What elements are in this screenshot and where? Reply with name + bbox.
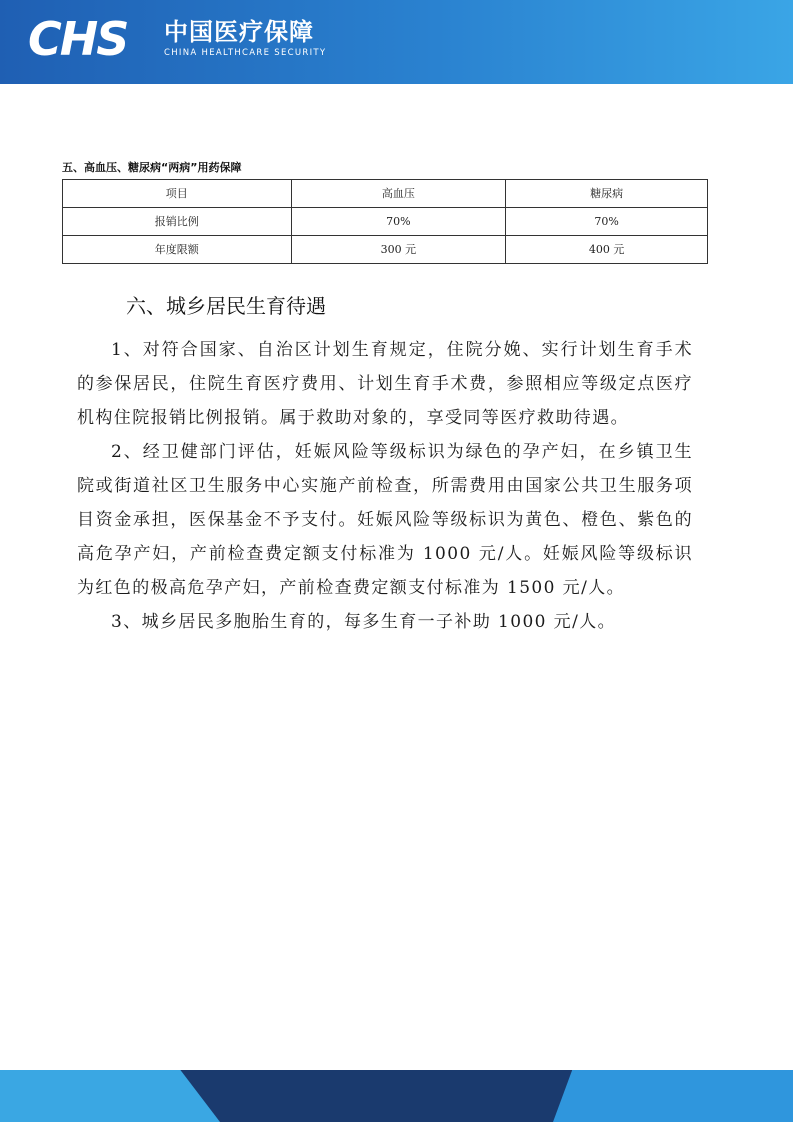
row-label: 年度限额 [63,236,292,264]
header-cell-item: 项目 [63,180,292,208]
paragraph: 1、对符合国家、自治区计划生育规定，住院分娩、实行计划生育手术的参保居民，住院生育医疗费用、计划生育手术费，参照相应等级定点医疗机构住院报销比例报销。属于救助对象的，享受同等医疗救助待遇。 [77,340,693,428]
logo-title-en: CHINA HEALTHCARE SECURITY [164,48,327,58]
table-header-row [63,180,708,208]
table-title: 五、高血压、糖尿病“两病”用药保障 [62,161,242,174]
table-row [63,236,708,264]
section-body [77,333,693,639]
paragraph: 3、城乡居民多胞胎生育的，每多生育一子补助 1000 元/人。 [111,612,617,632]
chs-logo: CHS [28,12,128,66]
footer-accent-right [553,1070,793,1122]
page-footer [0,1070,793,1122]
table-cell: 400 元 [506,236,708,264]
footer-accent-left [0,1070,220,1122]
section-title: 六、城乡居民生育待遇 [126,294,326,318]
table-cell: 70% [506,208,708,236]
table-row [63,208,708,236]
header-cell-hypertension: 高血压 [291,180,506,208]
medication-table [62,179,708,264]
row-label: 报销比例 [63,208,292,236]
table-cell: 300 元 [291,236,506,264]
header-cell-diabetes: 糖尿病 [506,180,708,208]
page-header [0,0,793,84]
paragraph: 2、经卫健部门评估，妊娠风险等级标识为绿色的孕产妇，在乡镇卫生院或街道社区卫生服务中心实施产前检查，所需费用由国家公共卫生服务项目资金承担，医保基金不予支付。妊娠风险等级标识为黄色、橙色、紫色的高危孕产妇，产前检查费定额支付标准为 1000 元/人。妊娠风险等级标识为红色的极高危孕产妇，产前检查费定额支付标准为 1500 元/人。 [77,442,693,598]
table-cell: 70% [291,208,506,236]
logo-title-cn: 中国医疗保障 [164,18,314,46]
